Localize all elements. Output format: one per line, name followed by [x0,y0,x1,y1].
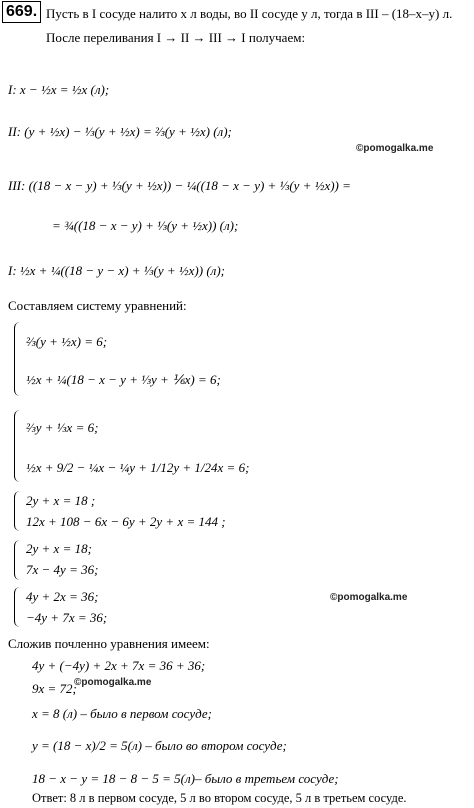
intro-line-2: После переливания I → II → III → I получаем: [46,30,306,45]
watermark: ©pomogalka.me [330,592,408,603]
step-vessel-1: I: x − ½x = ½x (л); [8,82,110,97]
system-e-eq-2: −4y + 7x = 36; [26,610,108,625]
system-d-eq-2: 7x − 4y = 36; [26,562,99,577]
brace-system-a [14,322,20,396]
brace-system-d [14,540,20,580]
sum-title: Сложив почленно уравнения имеем: [8,636,210,651]
system-a-eq-1: ⅔(y + ½x) = 6; [26,334,108,349]
brace-system-e [14,587,20,627]
system-c-eq-2: 12x + 108 − 6x − 6y + 2y + x = 144 ; [26,514,226,529]
step-vessel-1-final: I: ½x + ¼((18 − y − x) + ⅓(y + ½x)) (л); [8,263,226,278]
intro-line-1: Пусть в I сосуде налито x л воды, во II сосуде y л, тогда в III – (18–x–y) л. [46,6,453,21]
system-b-eq-1: ⅔y + ⅓x = 6; [26,420,99,435]
final-eq-5: 18 − x − y = 18 − 8 − 5 = 5(л)– было в третьем сосуде; [32,771,339,786]
problem-number: 669. [2,1,41,23]
answer: Ответ: 8 л в первом сосуде, 5 л во втором сосуде, 5 л в третьем сосуде. [32,791,407,805]
system-c-eq-1: 2y + x = 18 ; [26,493,96,508]
system-e-eq-1: 4y + 2x = 36; [26,589,99,604]
brace-system-b [14,410,20,482]
system-title: Составляем систему уравнений: [8,298,187,313]
watermark: ©pomogalka.me [356,143,434,154]
step-vessel-3-a: III: ((18 − x − y) + ⅓(y + ½x)) − ¼((18 − x − y) + ⅓(y + ½x)) = [8,178,351,193]
step-vessel-2: II: (y + ½x) − ⅓(y + ½x) = ⅔(y + ½x) (л); [8,124,232,139]
final-eq-1: 4y + (−4y) + 2x + 7x = 36 + 36; [32,658,206,673]
step-vessel-3-b: = ¾((18 − x − y) + ⅓(y + ½x)) (л); [52,218,239,233]
final-eq-2: 9x = 72; [32,681,77,696]
system-a-eq-2: ½x + ¼(18 − x − y + ⅓y + ⅙x) = 6; [26,372,221,387]
system-d-eq-1: 2y + x = 18; [26,541,92,556]
final-eq-3: x = 8 (л) – было в первом сосуде; [32,706,212,721]
watermark: ©pomogalka.me [74,677,152,688]
system-b-eq-2: ½x + 9/2 − ¼x − ¼y + 1/12y + 1/24x = 6; [26,460,250,475]
final-eq-4: y = (18 − x)/2 = 5(л) – было во втором сосуде; [32,738,287,753]
brace-system-c [14,491,20,531]
